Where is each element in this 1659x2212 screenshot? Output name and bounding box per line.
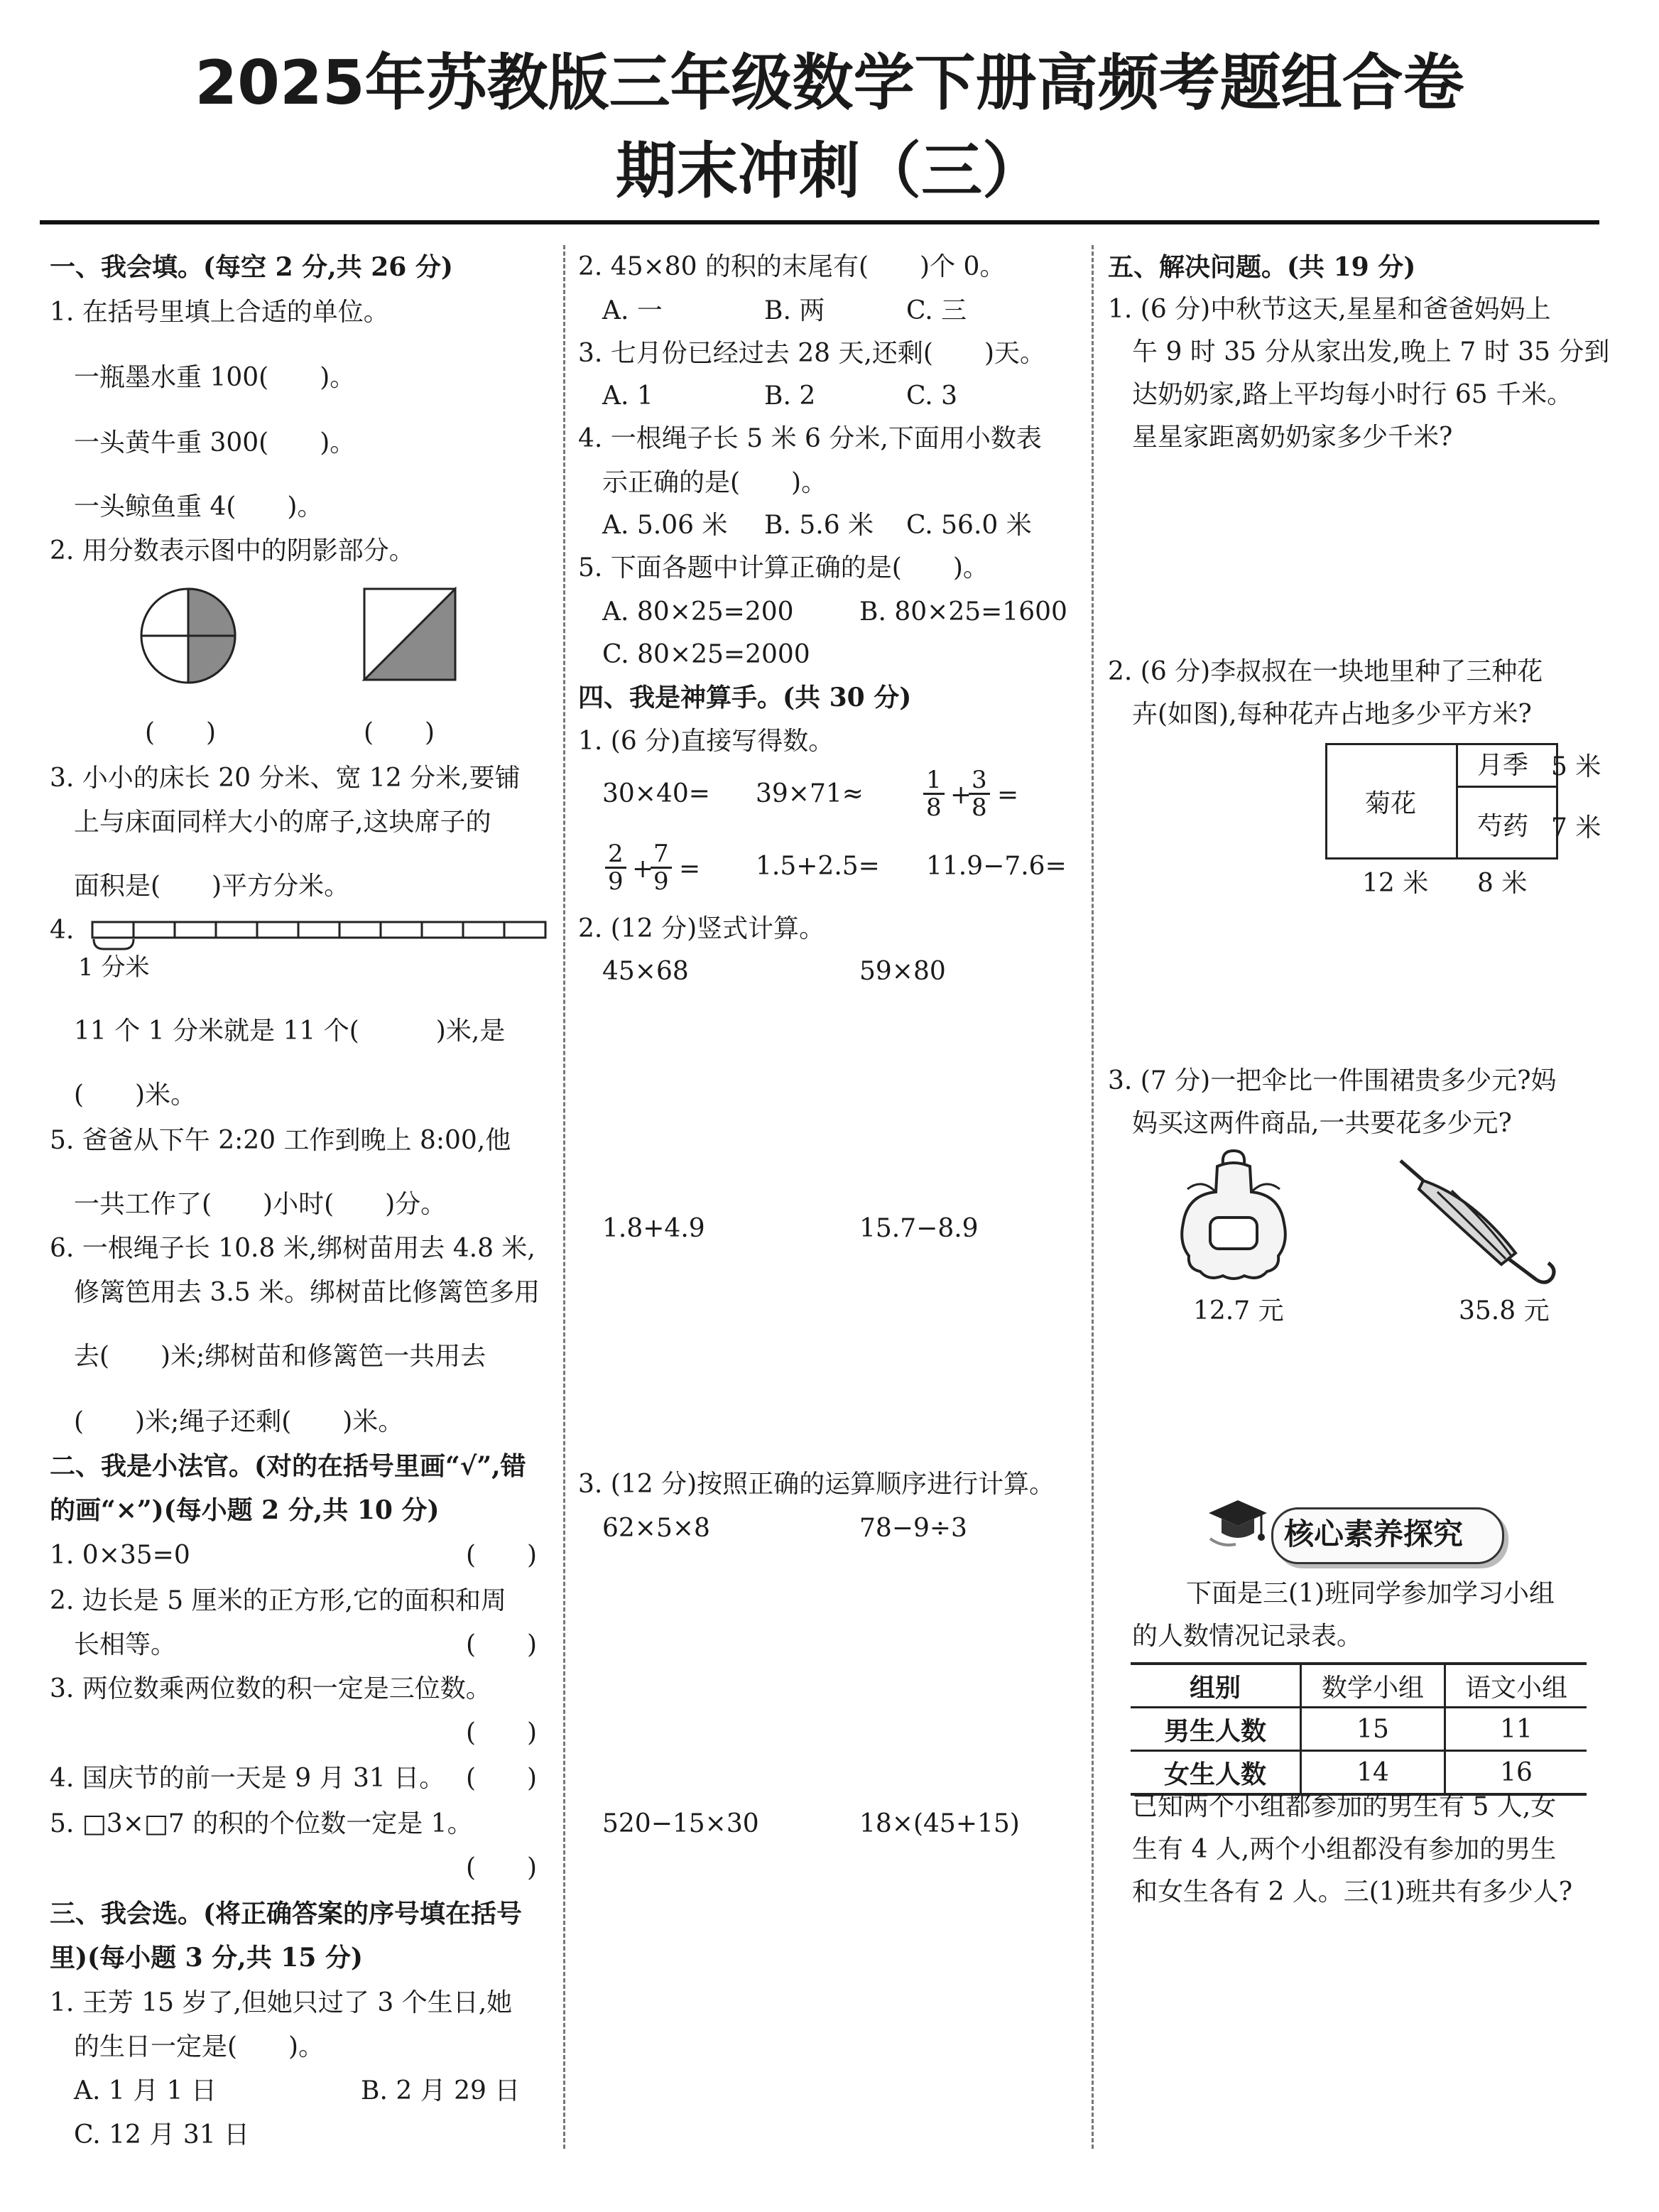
calc-2-b: 59×80 xyxy=(859,957,946,986)
q1-1-text: 1. 在括号里填上合适的单位。 xyxy=(50,298,389,327)
fraction-2-9: $\frac{2}{9}$ xyxy=(605,841,626,894)
judge-1: 1. 0×35=0 xyxy=(50,1541,190,1570)
graduation-cap-icon xyxy=(1207,1495,1268,1551)
core-badge-title: 核心素养探究 xyxy=(1284,1517,1464,1551)
flower-label-juhua: 菊花 xyxy=(1365,789,1417,818)
page-subtitle: 期末冲刺（三） xyxy=(616,136,1043,207)
judge-3: 3. 两位数乘两位数的积一定是三位数。 xyxy=(50,1674,491,1703)
decimeter-ruler xyxy=(91,918,548,953)
choice-2-b: B. 两 xyxy=(764,296,825,325)
choice-5-a: A. 80×25=200 xyxy=(602,597,794,627)
q1-3-line-2: 上与床面同样大小的席子,这块席子的 xyxy=(74,808,491,837)
fraction-3-8: $\frac{3}{8}$ xyxy=(969,767,990,820)
calc-1-b: 39×71≈ xyxy=(756,779,864,808)
choice-3: 3. 七月份已经过去 28 天,还剩( )天。 xyxy=(578,339,1046,368)
q1-4-line-2: ( )米。 xyxy=(74,1080,197,1110)
page-title: 2025年苏教版三年级数学下册高频考题组合卷 xyxy=(195,48,1464,119)
q1-3-line-3: 面积是( )平方分米。 xyxy=(74,872,350,901)
calc-1-a: 30×40= xyxy=(602,779,710,808)
choice-4-c: C. 56.0 米 xyxy=(906,511,1032,540)
choice-5-c: C. 80×25=2000 xyxy=(602,640,810,669)
calc-1-e: 1.5+2.5= xyxy=(756,852,880,881)
apron-price: 12.7 元 xyxy=(1193,1296,1284,1325)
q1-6-line-3: 去( )米;绑树苗和修篱笆一共用去 xyxy=(74,1342,486,1371)
choice-1-a: A. 1 月 1 日 xyxy=(74,2076,217,2105)
problem-2-line-1: 2. (6 分)李叔叔在一块地里种了三种花 xyxy=(1108,657,1543,686)
table-cell: 男生人数 xyxy=(1131,1708,1301,1751)
judge-2-line-1: 2. 边长是 5 厘米的正方形,它的面积和周 xyxy=(50,1586,507,1615)
shaded-square-figure xyxy=(362,587,459,683)
calc-2-c: 1.8+4.9 xyxy=(602,1214,705,1243)
judge-5-paren: ( ) xyxy=(466,1853,538,1882)
q1-5-line-2: 一共工作了( )小时( )分。 xyxy=(74,1190,447,1219)
section-3-heading-line-1: 三、我会选。(将正确答案的序号填在括号 xyxy=(50,1899,523,1929)
choice-4-a: A. 5.06 米 xyxy=(602,511,728,540)
apron-icon xyxy=(1173,1149,1294,1281)
choice-3-a: A. 1 xyxy=(602,381,653,411)
plus-sign: + xyxy=(950,781,972,810)
core-text-line-1: 下面是三(1)班同学参加学习小组 xyxy=(1186,1579,1555,1608)
flower-bed-divider-v xyxy=(1456,743,1458,860)
calc-2-a: 45×68 xyxy=(602,957,689,986)
equals-sign: = xyxy=(997,781,1019,810)
choice-2: 2. 45×80 的积的末尾有( )个 0。 xyxy=(578,252,1006,281)
table-header-cell: 语文小组 xyxy=(1464,1673,1567,1703)
problem-2-line-2: 卉(如图),每种花卉占地多少平方米? xyxy=(1132,700,1532,729)
q1-5-line-1: 5. 爸爸从下午 2:20 工作到晚上 8:00,他 xyxy=(50,1126,511,1155)
column-divider-1 xyxy=(563,245,565,2149)
header-rule xyxy=(40,220,1599,224)
flower-bed-divider-h xyxy=(1456,786,1558,788)
dim-label-7m: 7 米 xyxy=(1551,813,1601,842)
umbrella-price: 35.8 元 xyxy=(1459,1296,1550,1325)
table-row xyxy=(1131,1708,1587,1751)
shaded-circle-figure xyxy=(135,582,241,689)
choice-4-line-1: 4. 一根绳子长 5 米 6 分米,下面用小数表 xyxy=(578,424,1042,453)
judge-4-paren: ( ) xyxy=(466,1764,538,1793)
judge-2-line-2: 长相等。 xyxy=(74,1630,177,1659)
section-3-heading-line-2: 里)(每小题 3 分,共 15 分) xyxy=(50,1943,363,1973)
table-header-row xyxy=(1131,1664,1587,1708)
choice-4-line-2: 示正确的是( )。 xyxy=(602,468,827,497)
q1-4-line-1: 11 个 1 分米就是 11 个( )米,是 xyxy=(74,1016,506,1046)
judge-3-paren: ( ) xyxy=(466,1718,538,1747)
q1-2-text: 2. 用分数表示图中的阴影部分。 xyxy=(50,536,415,565)
q1-1-c: 一头鲸鱼重 4( )。 xyxy=(74,492,323,521)
flower-label-yueji: 月季 xyxy=(1477,751,1529,780)
q1-2-blank-2: ( ) xyxy=(364,718,435,747)
core-text-line-4: 生有 4 人,两个小组都没有参加的男生 xyxy=(1132,1835,1557,1864)
table-cell: 女生人数 xyxy=(1131,1751,1301,1795)
table-header-cell: 数学小组 xyxy=(1301,1664,1445,1708)
problem-1-line-2: 午 9 时 35 分从家出发,晚上 7 时 35 分到 xyxy=(1132,337,1610,367)
dim-label-8m: 8 米 xyxy=(1477,869,1528,898)
choice-3-c: C. 3 xyxy=(906,381,958,411)
q1-1-a: 一瓶墨水重 100( )。 xyxy=(74,363,356,392)
core-text-line-5: 和女生各有 2 人。三(1)班共有多少人? xyxy=(1132,1877,1573,1907)
choice-1-line-2: 的生日一定是( )。 xyxy=(74,2032,325,2061)
calc-2-d: 15.7−8.9 xyxy=(859,1214,979,1243)
calc-1-text: 1. (6 分)直接写得数。 xyxy=(578,727,834,756)
calc-3-b: 78−9÷3 xyxy=(859,1514,967,1543)
equals-sign: = xyxy=(679,855,701,884)
choice-1-b: B. 2 月 29 日 xyxy=(361,2076,521,2105)
q1-3-line-1: 3. 小小的床长 20 分米、宽 12 分米,要铺 xyxy=(50,764,521,793)
choice-5-b: B. 80×25=1600 xyxy=(859,597,1067,627)
column-divider-2 xyxy=(1092,245,1094,2149)
study-group-table xyxy=(1131,1662,1587,1796)
table-cell: 16 xyxy=(1500,1757,1533,1787)
calc-3-c: 520−15×30 xyxy=(602,1809,759,1838)
section-5-heading: 五、解决问题。(共 19 分) xyxy=(1108,252,1416,282)
q1-6-line-1: 6. 一根绳子长 10.8 米,绑树苗用去 4.8 米, xyxy=(50,1234,535,1263)
judge-1-paren: ( ) xyxy=(466,1541,538,1570)
table-cell: 14 xyxy=(1301,1751,1445,1795)
section-1-heading: 一、我会填。(每空 2 分,共 26 分) xyxy=(50,252,453,282)
ruler-label: 1 分米 xyxy=(78,953,150,982)
problem-1-line-1: 1. (6 分)中秋节这天,星星和爸爸妈妈上 xyxy=(1108,295,1551,324)
table-header-cell: 组别 xyxy=(1131,1664,1301,1708)
calc-3-a: 62×5×8 xyxy=(602,1514,710,1543)
choice-2-c: C. 三 xyxy=(906,296,967,325)
core-text-line-2: 的人数情况记录表。 xyxy=(1132,1622,1363,1651)
problem-1-line-3: 达奶奶家,路上平均每小时行 65 千米。 xyxy=(1132,380,1573,409)
choice-3-b: B. 2 xyxy=(764,381,816,411)
judge-2-paren: ( ) xyxy=(466,1630,538,1659)
section-2-heading-line-2: 的画“×”)(每小题 2 分,共 10 分) xyxy=(50,1495,440,1525)
judge-5: 5. □3×□7 的积的个位数一定是 1。 xyxy=(50,1809,473,1838)
problem-3-line-1: 3. (7 分)一把伞比一件围裙贵多少元?妈 xyxy=(1108,1066,1557,1095)
choice-1-c: C. 12 月 31 日 xyxy=(74,2120,250,2149)
core-text-line-3: 已知两个小组都参加的男生有 5 人,女 xyxy=(1132,1792,1557,1821)
choice-4-b: B. 5.6 米 xyxy=(764,511,874,540)
flower-label-shaoyao: 芍药 xyxy=(1477,812,1529,841)
section-4-heading: 四、我是神算手。(共 30 分) xyxy=(578,683,912,712)
calc-3-d: 18×(45+15) xyxy=(859,1809,1020,1838)
calc-1-f: 11.9−7.6= xyxy=(926,852,1067,881)
q1-1-b: 一头黄牛重 300( )。 xyxy=(74,428,356,457)
problem-1-line-4: 星星家距离奶奶家多少千米? xyxy=(1132,423,1453,452)
problem-3-line-2: 妈买这两件商品,一共要花多少元? xyxy=(1132,1109,1512,1138)
choice-5: 5. 下面各题中计算正确的是( )。 xyxy=(578,553,989,582)
umbrella-icon xyxy=(1395,1155,1565,1287)
q1-2-blank-1: ( ) xyxy=(145,718,217,747)
table-row xyxy=(1131,1751,1587,1795)
calc-2-text: 2. (12 分)竖式计算。 xyxy=(578,914,825,943)
section-2-heading-line-1: 二、我是小法官。(对的在括号里画“√”,错 xyxy=(50,1451,526,1481)
calc-3-text: 3. (12 分)按照正确的运算顺序进行计算。 xyxy=(578,1470,1055,1499)
choice-2-a: A. 一 xyxy=(602,296,663,325)
dim-label-5m: 5 米 xyxy=(1551,752,1601,781)
q1-4-number: 4. xyxy=(50,916,75,945)
q1-6-line-4: ( )米;绳子还剩( )米。 xyxy=(74,1407,404,1436)
table-cell: 11 xyxy=(1500,1714,1533,1744)
dim-label-12m: 12 米 xyxy=(1362,869,1429,898)
judge-4: 4. 国庆节的前一天是 9 月 31 日。 xyxy=(50,1764,445,1793)
fraction-1-8: $\frac{1}{8}$ xyxy=(923,767,945,820)
table-cell: 15 xyxy=(1301,1708,1445,1751)
fraction-7-9: $\frac{7}{9}$ xyxy=(651,841,672,894)
q1-6-line-2: 修篱笆用去 3.5 米。绑树苗比修篱笆多用 xyxy=(74,1278,540,1307)
plus-sign: + xyxy=(632,855,654,884)
choice-1-line-1: 1. 王芳 15 岁了,但她只过了 3 个生日,她 xyxy=(50,1988,513,2017)
